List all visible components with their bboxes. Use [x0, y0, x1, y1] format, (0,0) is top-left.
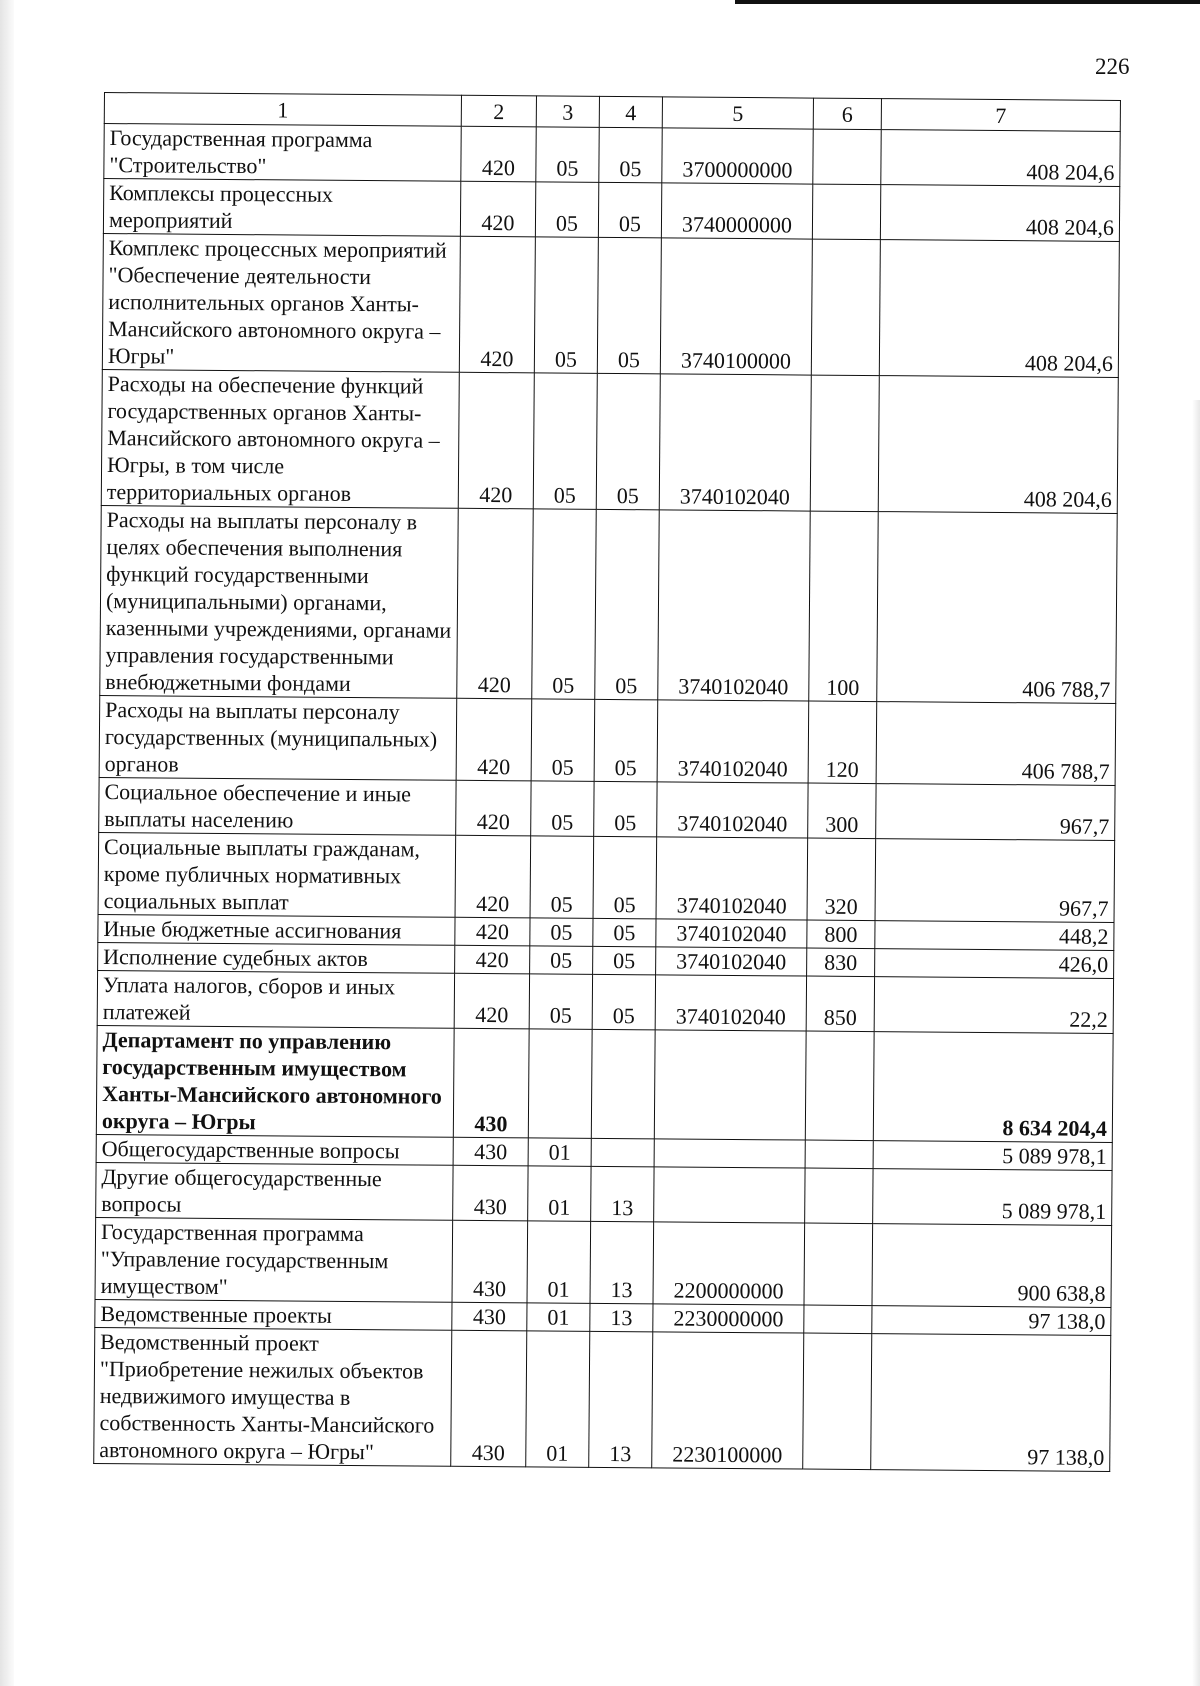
- scan-edge-right: [1192, 400, 1200, 1686]
- amount-cell: 97 138,0: [872, 1306, 1111, 1336]
- row-name-cell: Государственная программа "Управление государственным имуществом": [95, 1217, 453, 1302]
- code-2-cell: 430: [452, 1220, 528, 1303]
- code-6-cell: 300: [808, 783, 876, 839]
- amount-cell: 967,7: [876, 784, 1115, 841]
- code-6-cell: 830: [807, 948, 875, 977]
- table-row: [102, 233, 1119, 377]
- column-header: 5: [662, 97, 813, 129]
- code-6-cell: [810, 375, 879, 512]
- amount-cell: 408 204,6: [881, 130, 1120, 187]
- code-3-cell: 05: [531, 781, 594, 836]
- amount-cell: 408 204,6: [880, 185, 1119, 242]
- code-4-cell: 13: [591, 1166, 654, 1221]
- code-4-cell: 05: [595, 509, 659, 699]
- code-6-cell: 120: [808, 701, 877, 784]
- code-5-cell: 3740102040: [657, 782, 808, 838]
- code-6-cell: [811, 239, 880, 376]
- amount-cell: 8 634 204,4: [873, 1032, 1113, 1143]
- amount-cell: 967,7: [875, 839, 1115, 923]
- code-3-cell: 05: [532, 509, 596, 699]
- code-4-cell: [591, 1029, 655, 1138]
- code-6-cell: [812, 184, 880, 240]
- table-row: [103, 179, 1119, 242]
- code-3-cell: 01: [528, 1166, 591, 1221]
- code-4-cell: 05: [594, 781, 657, 836]
- row-name-cell: Социальное обеспечение и иные выплаты населению: [99, 777, 456, 835]
- code-4-cell: 05: [593, 918, 656, 946]
- column-header: 4: [599, 96, 662, 127]
- code-2-cell: 430: [451, 1330, 527, 1467]
- amount-cell: 5 089 978,1: [873, 1169, 1112, 1226]
- scan-edge-left: [0, 0, 14, 1686]
- code-2-cell: 420: [461, 126, 536, 182]
- amount-cell: 5 089 978,1: [873, 1141, 1112, 1171]
- code-5-cell: 3740102040: [657, 700, 809, 783]
- amount-cell: 900 638,8: [872, 1224, 1112, 1308]
- row-name-cell: Расходы на обеспечение функций государственных органов Ханты-Мансийского автономного округа – Югры, в том числе территориальных органов: [101, 369, 459, 508]
- code-6-cell: [813, 129, 881, 185]
- table-row: [95, 1217, 1112, 1307]
- code-5-cell: 3740102040: [655, 975, 806, 1031]
- code-5-cell: 3700000000: [662, 128, 813, 184]
- code-3-cell: 05: [530, 946, 593, 974]
- code-2-cell: 420: [455, 945, 530, 974]
- code-4-cell: 13: [590, 1221, 654, 1303]
- code-5-cell: 3740000000: [661, 183, 812, 239]
- row-name-cell: Иные бюджетные ассигнования: [98, 914, 455, 945]
- table-row: [99, 695, 1116, 785]
- code-3-cell: 05: [536, 127, 599, 182]
- code-5-cell: 2200000000: [653, 1222, 805, 1305]
- code-2-cell: 430: [453, 1028, 529, 1138]
- amount-cell: 406 788,7: [877, 512, 1117, 704]
- code-4-cell: 13: [589, 1331, 653, 1467]
- amount-cell: 408 204,6: [879, 240, 1119, 378]
- row-name-cell: Исполнение судебных актов: [98, 942, 455, 973]
- amount-cell: 426,0: [875, 949, 1114, 979]
- column-header: 6: [813, 98, 881, 130]
- code-5-cell: 3740102040: [656, 919, 807, 948]
- code-5-cell: 3740100000: [660, 238, 812, 375]
- row-name-cell: Комплекс процессных мероприятий "Обеспечение деятельности исполнительных органов Ханты-Мансийского автономного округа – Югры": [102, 233, 460, 372]
- table-row: [96, 1025, 1113, 1142]
- code-6-cell: [803, 1333, 872, 1470]
- amount-cell: 408 204,6: [878, 376, 1118, 514]
- table-row: [101, 369, 1118, 513]
- row-name-cell: Ведомственный проект "Приобретение нежилых объектов недвижимого имущества в собственность Ханты-Мансийского автономного округа – Югры": [94, 1327, 452, 1466]
- code-4-cell: 05: [599, 127, 662, 182]
- row-name-cell: Департамент по управлению государственным имуществом Ханты-Мансийского автономного округа – Югры: [96, 1025, 454, 1137]
- code-3-cell: 05: [534, 237, 598, 373]
- code-4-cell: 05: [593, 946, 656, 974]
- code-3-cell: 05: [530, 918, 593, 946]
- code-3-cell: 05: [531, 699, 595, 781]
- row-name-cell: Социальные выплаты гражданам, кроме публичных нормативных социальных выплат: [98, 832, 456, 917]
- code-4-cell: 05: [596, 373, 660, 509]
- code-6-cell: 320: [807, 838, 876, 921]
- code-4-cell: 05: [592, 974, 655, 1029]
- column-header: 1: [104, 93, 461, 127]
- amount-cell: 448,2: [875, 921, 1114, 951]
- code-2-cell: 420: [457, 508, 533, 699]
- column-header: 7: [881, 99, 1120, 132]
- code-2-cell: 420: [458, 372, 534, 509]
- code-2-cell: 430: [452, 1302, 527, 1331]
- amount-cell: 406 788,7: [876, 702, 1116, 786]
- table-row: [98, 832, 1115, 922]
- code-2-cell: 420: [460, 181, 535, 237]
- row-name-cell: Другие общегосударственные вопросы: [96, 1162, 453, 1220]
- code-2-cell: 420: [459, 236, 535, 373]
- row-name-cell: Ведомственные проекты: [95, 1299, 452, 1330]
- code-3-cell: 01: [527, 1303, 590, 1331]
- code-4-cell: 05: [597, 237, 661, 373]
- code-5-cell: 3740102040: [659, 374, 811, 511]
- table-row: [100, 505, 1117, 703]
- code-5-cell: 3740102040: [656, 947, 807, 976]
- code-3-cell: 05: [529, 974, 592, 1029]
- amount-cell: 97 138,0: [871, 1334, 1111, 1472]
- code-5-cell: 2230100000: [652, 1332, 804, 1469]
- row-name-cell: Расходы на выплаты персоналу в целях обеспечения выполнения функций государственными (муниципальными) органами, казенными учреждениями, органами управления государственными внебюджетными фондами: [100, 505, 458, 698]
- code-2-cell: 430: [453, 1165, 528, 1221]
- code-3-cell: 05: [535, 182, 598, 237]
- code-6-cell: [805, 1031, 874, 1141]
- code-2-cell: 420: [456, 698, 532, 781]
- row-name-cell: Расходы на выплаты персоналу государственных (муниципальных) органов: [99, 695, 457, 780]
- code-5-cell: 3740102040: [658, 510, 810, 701]
- budget-table: [93, 92, 1121, 1472]
- code-3-cell: [528, 1029, 592, 1138]
- code-6-cell: 100: [809, 511, 878, 702]
- column-header: 2: [461, 95, 536, 127]
- table-row: [104, 124, 1120, 187]
- code-3-cell: 01: [528, 1138, 591, 1166]
- code-3-cell: 05: [530, 836, 594, 918]
- code-4-cell: [591, 1138, 654, 1166]
- code-6-cell: [805, 1168, 873, 1224]
- code-4-cell: 13: [590, 1303, 653, 1331]
- column-header: 3: [536, 96, 599, 127]
- scan-top-bar: [735, 0, 1200, 4]
- row-name-cell: Государственная программа "Строительство": [104, 124, 461, 182]
- code-4-cell: 05: [593, 836, 657, 918]
- code-6-cell: [804, 1223, 873, 1306]
- table-row: [96, 1162, 1112, 1225]
- code-6-cell: 800: [807, 920, 875, 949]
- code-5-cell: 3740102040: [656, 837, 808, 920]
- row-name-cell: Общегосударственные вопросы: [96, 1134, 453, 1165]
- code-5-cell: 2230000000: [653, 1304, 804, 1333]
- code-6-cell: [804, 1305, 872, 1334]
- code-2-cell: 430: [453, 1137, 528, 1166]
- code-3-cell: 01: [526, 1331, 590, 1467]
- code-2-cell: 420: [455, 835, 531, 918]
- code-3-cell: 05: [533, 373, 597, 509]
- code-3-cell: 01: [527, 1221, 591, 1303]
- code-5-cell: [654, 1030, 806, 1140]
- amount-cell: 22,2: [874, 977, 1113, 1034]
- code-4-cell: 05: [594, 699, 658, 781]
- table-row: [99, 777, 1115, 840]
- code-5-cell: [654, 1167, 805, 1223]
- code-5-cell: [654, 1139, 805, 1168]
- table-row: [94, 1327, 1111, 1471]
- code-2-cell: 420: [455, 917, 530, 946]
- code-2-cell: 420: [456, 780, 531, 836]
- code-4-cell: 05: [598, 182, 661, 237]
- row-name-cell: Уплата налогов, сборов и иных платежей: [97, 970, 454, 1028]
- code-6-cell: [805, 1140, 873, 1169]
- code-6-cell: 850: [806, 976, 874, 1032]
- row-name-cell: Комплексы процессных мероприятий: [103, 179, 460, 237]
- code-2-cell: 420: [454, 973, 529, 1029]
- page-number: 226: [1095, 54, 1130, 79]
- table-row: [97, 970, 1113, 1033]
